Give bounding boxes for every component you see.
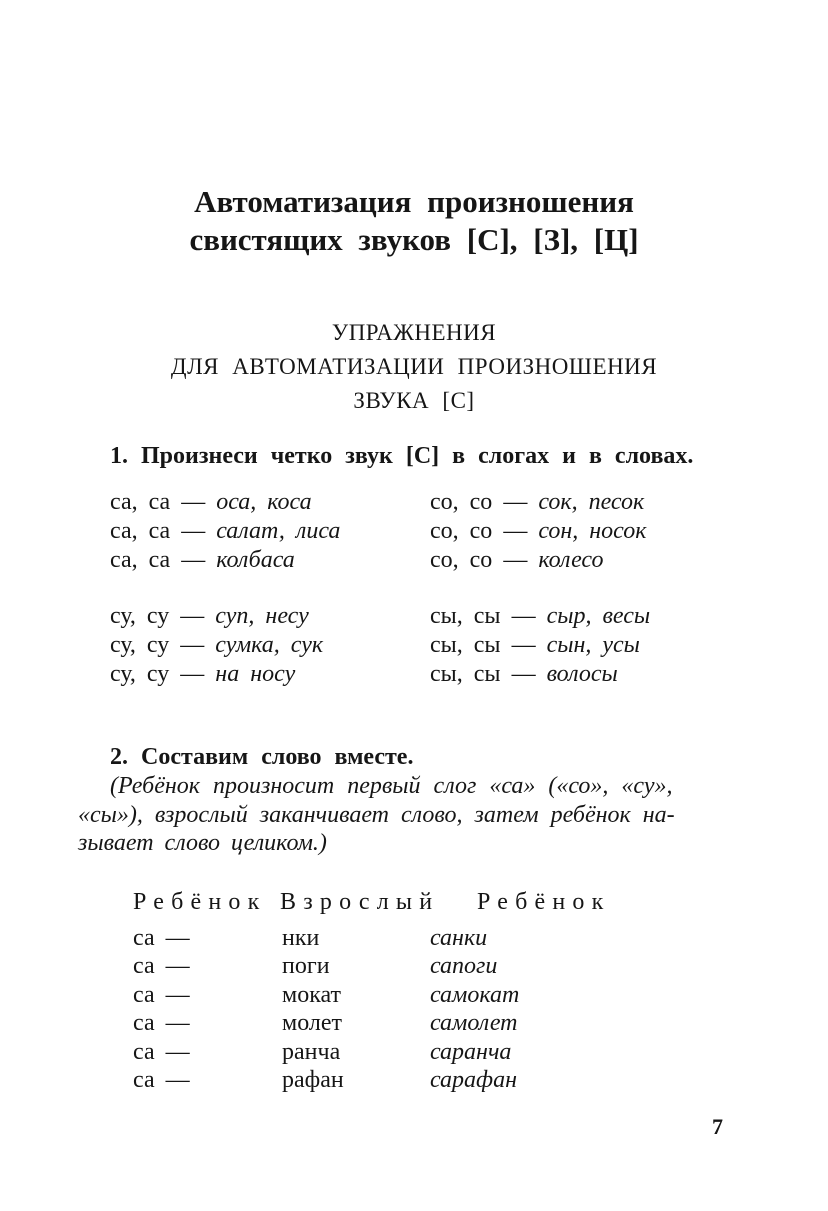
dash: — bbox=[165, 925, 190, 951]
header-child-1: Ребёнок bbox=[133, 889, 267, 915]
practice-words: салат, лиса bbox=[216, 518, 341, 544]
practice-words: сын, усы bbox=[546, 632, 640, 658]
child-syllable: са — bbox=[133, 1010, 190, 1037]
dash: — bbox=[511, 632, 536, 658]
instructions-line-2: «сы»), взрослый заканчивает слово, затем ребёнок на- bbox=[78, 801, 675, 828]
full-word: самолет bbox=[430, 1010, 518, 1037]
syllable-row bbox=[110, 488, 770, 517]
instructions-line-3: зывает слово целиком.) bbox=[78, 830, 327, 856]
syllable-group-2 bbox=[110, 602, 770, 689]
dash: — bbox=[180, 603, 205, 629]
word-ending: нки bbox=[282, 925, 320, 951]
table-row bbox=[133, 952, 519, 980]
page-title-line-1: Автоматизация произношения bbox=[194, 184, 634, 219]
practice-words: сок, песок bbox=[538, 489, 645, 515]
exercise-1-heading: 1. Произнеси четко звук [С] в слогах и в словах. bbox=[110, 443, 694, 469]
full-word: санки bbox=[430, 925, 488, 951]
dash: — bbox=[180, 661, 205, 687]
practice-words: колбаса bbox=[216, 547, 295, 573]
dash: — bbox=[503, 518, 528, 544]
practice-words: волосы bbox=[546, 661, 618, 687]
syllable-pair-right: со, со — сон, носок bbox=[430, 518, 647, 544]
word-ending: рафан bbox=[282, 1067, 344, 1094]
full-word: саранча bbox=[430, 1038, 512, 1065]
dash: — bbox=[511, 661, 536, 687]
header-adult: Взрослый bbox=[280, 889, 440, 915]
child-syllable: са — bbox=[133, 953, 190, 980]
syllable-pair-right: со, со — сок, песок bbox=[430, 489, 645, 515]
table-row bbox=[133, 1066, 519, 1094]
table-row bbox=[133, 1009, 519, 1037]
table-row bbox=[133, 924, 519, 952]
word-ending: молет bbox=[282, 1010, 342, 1037]
table-row bbox=[133, 981, 519, 1009]
instructions-line-1: (Ребёнок произносит первый слог «са» («со», «су», bbox=[110, 773, 673, 799]
dash: — bbox=[165, 981, 190, 1008]
syllable-pair-left: са, са — оса, коса bbox=[110, 489, 312, 515]
full-word: сапоги bbox=[430, 953, 498, 980]
dash: — bbox=[503, 489, 528, 515]
syllable-row bbox=[110, 631, 770, 660]
table-row bbox=[133, 1038, 519, 1066]
page-title-line-2: свистящих звуков [С], [З], [Ц] bbox=[189, 222, 639, 257]
practice-words: колесо bbox=[538, 547, 604, 573]
subtitle-line-2: ДЛЯ АВТОМАТИЗАЦИИ ПРОИЗНОШЕНИЯ bbox=[170, 354, 658, 379]
subtitle-line-3: ЗВУКА [С] bbox=[353, 388, 475, 413]
syllable-group-1 bbox=[110, 488, 770, 575]
syllable-pair-left: су, су — на носу bbox=[110, 661, 296, 687]
subtitle-line-1: УПРАЖНЕНИЯ bbox=[331, 320, 497, 345]
dash: — bbox=[181, 518, 206, 544]
dash: — bbox=[165, 1010, 190, 1037]
full-word: самокат bbox=[430, 981, 520, 1008]
syllable-pair-left: су, су — сумка, сук bbox=[110, 632, 324, 658]
word-ending: ранча bbox=[282, 1038, 341, 1065]
dash: — bbox=[511, 603, 536, 629]
dash: — bbox=[165, 1038, 190, 1065]
page-number: 7 bbox=[712, 1114, 723, 1139]
practice-words: суп, несу bbox=[215, 603, 309, 629]
exercise-2-instructions bbox=[78, 772, 733, 858]
syllable-pair-right: сы, сы — волосы bbox=[430, 661, 618, 687]
syllable-row bbox=[110, 517, 770, 546]
syllable-pair-right: со, со — колесо bbox=[430, 547, 604, 573]
child-syllable: са — bbox=[133, 925, 190, 951]
exercise-2-heading: 2. Составим слово вместе. bbox=[110, 744, 414, 770]
practice-words: оса, коса bbox=[216, 489, 312, 515]
page-title bbox=[0, 183, 828, 259]
child-syllable: са — bbox=[133, 1038, 190, 1065]
syllable-pair-left: су, су — суп, несу bbox=[110, 603, 309, 629]
word-table-header bbox=[133, 888, 610, 916]
syllable-pair-right: сы, сы — сын, усы bbox=[430, 632, 640, 658]
syllable-row bbox=[110, 602, 770, 631]
practice-words: сумка, сук bbox=[215, 632, 324, 658]
dash: — bbox=[181, 547, 206, 573]
word-table bbox=[133, 924, 519, 1094]
child-syllable: са — bbox=[133, 981, 190, 1008]
section-subtitle bbox=[0, 316, 828, 418]
practice-words: на носу bbox=[215, 661, 296, 687]
word-ending: поги bbox=[282, 953, 330, 980]
syllable-pair-left: са, са — колбаса bbox=[110, 547, 295, 573]
dash: — bbox=[181, 489, 206, 515]
syllable-row bbox=[110, 660, 770, 689]
dash: — bbox=[503, 547, 528, 573]
dash: — bbox=[180, 632, 205, 658]
practice-words: сон, носок bbox=[538, 518, 647, 544]
syllable-pair-right: сы, сы — сыр, весы bbox=[430, 603, 651, 629]
dash: — bbox=[165, 953, 190, 980]
dash: — bbox=[165, 1067, 190, 1094]
full-word: сарафан bbox=[430, 1067, 517, 1094]
child-syllable: са — bbox=[133, 1067, 190, 1094]
syllable-row bbox=[110, 546, 770, 575]
practice-words: сыр, весы bbox=[546, 603, 651, 629]
header-child-2: Ребёнок bbox=[477, 889, 611, 915]
syllable-pair-left: са, са — салат, лиса bbox=[110, 518, 341, 544]
word-ending: мокат bbox=[282, 981, 342, 1008]
